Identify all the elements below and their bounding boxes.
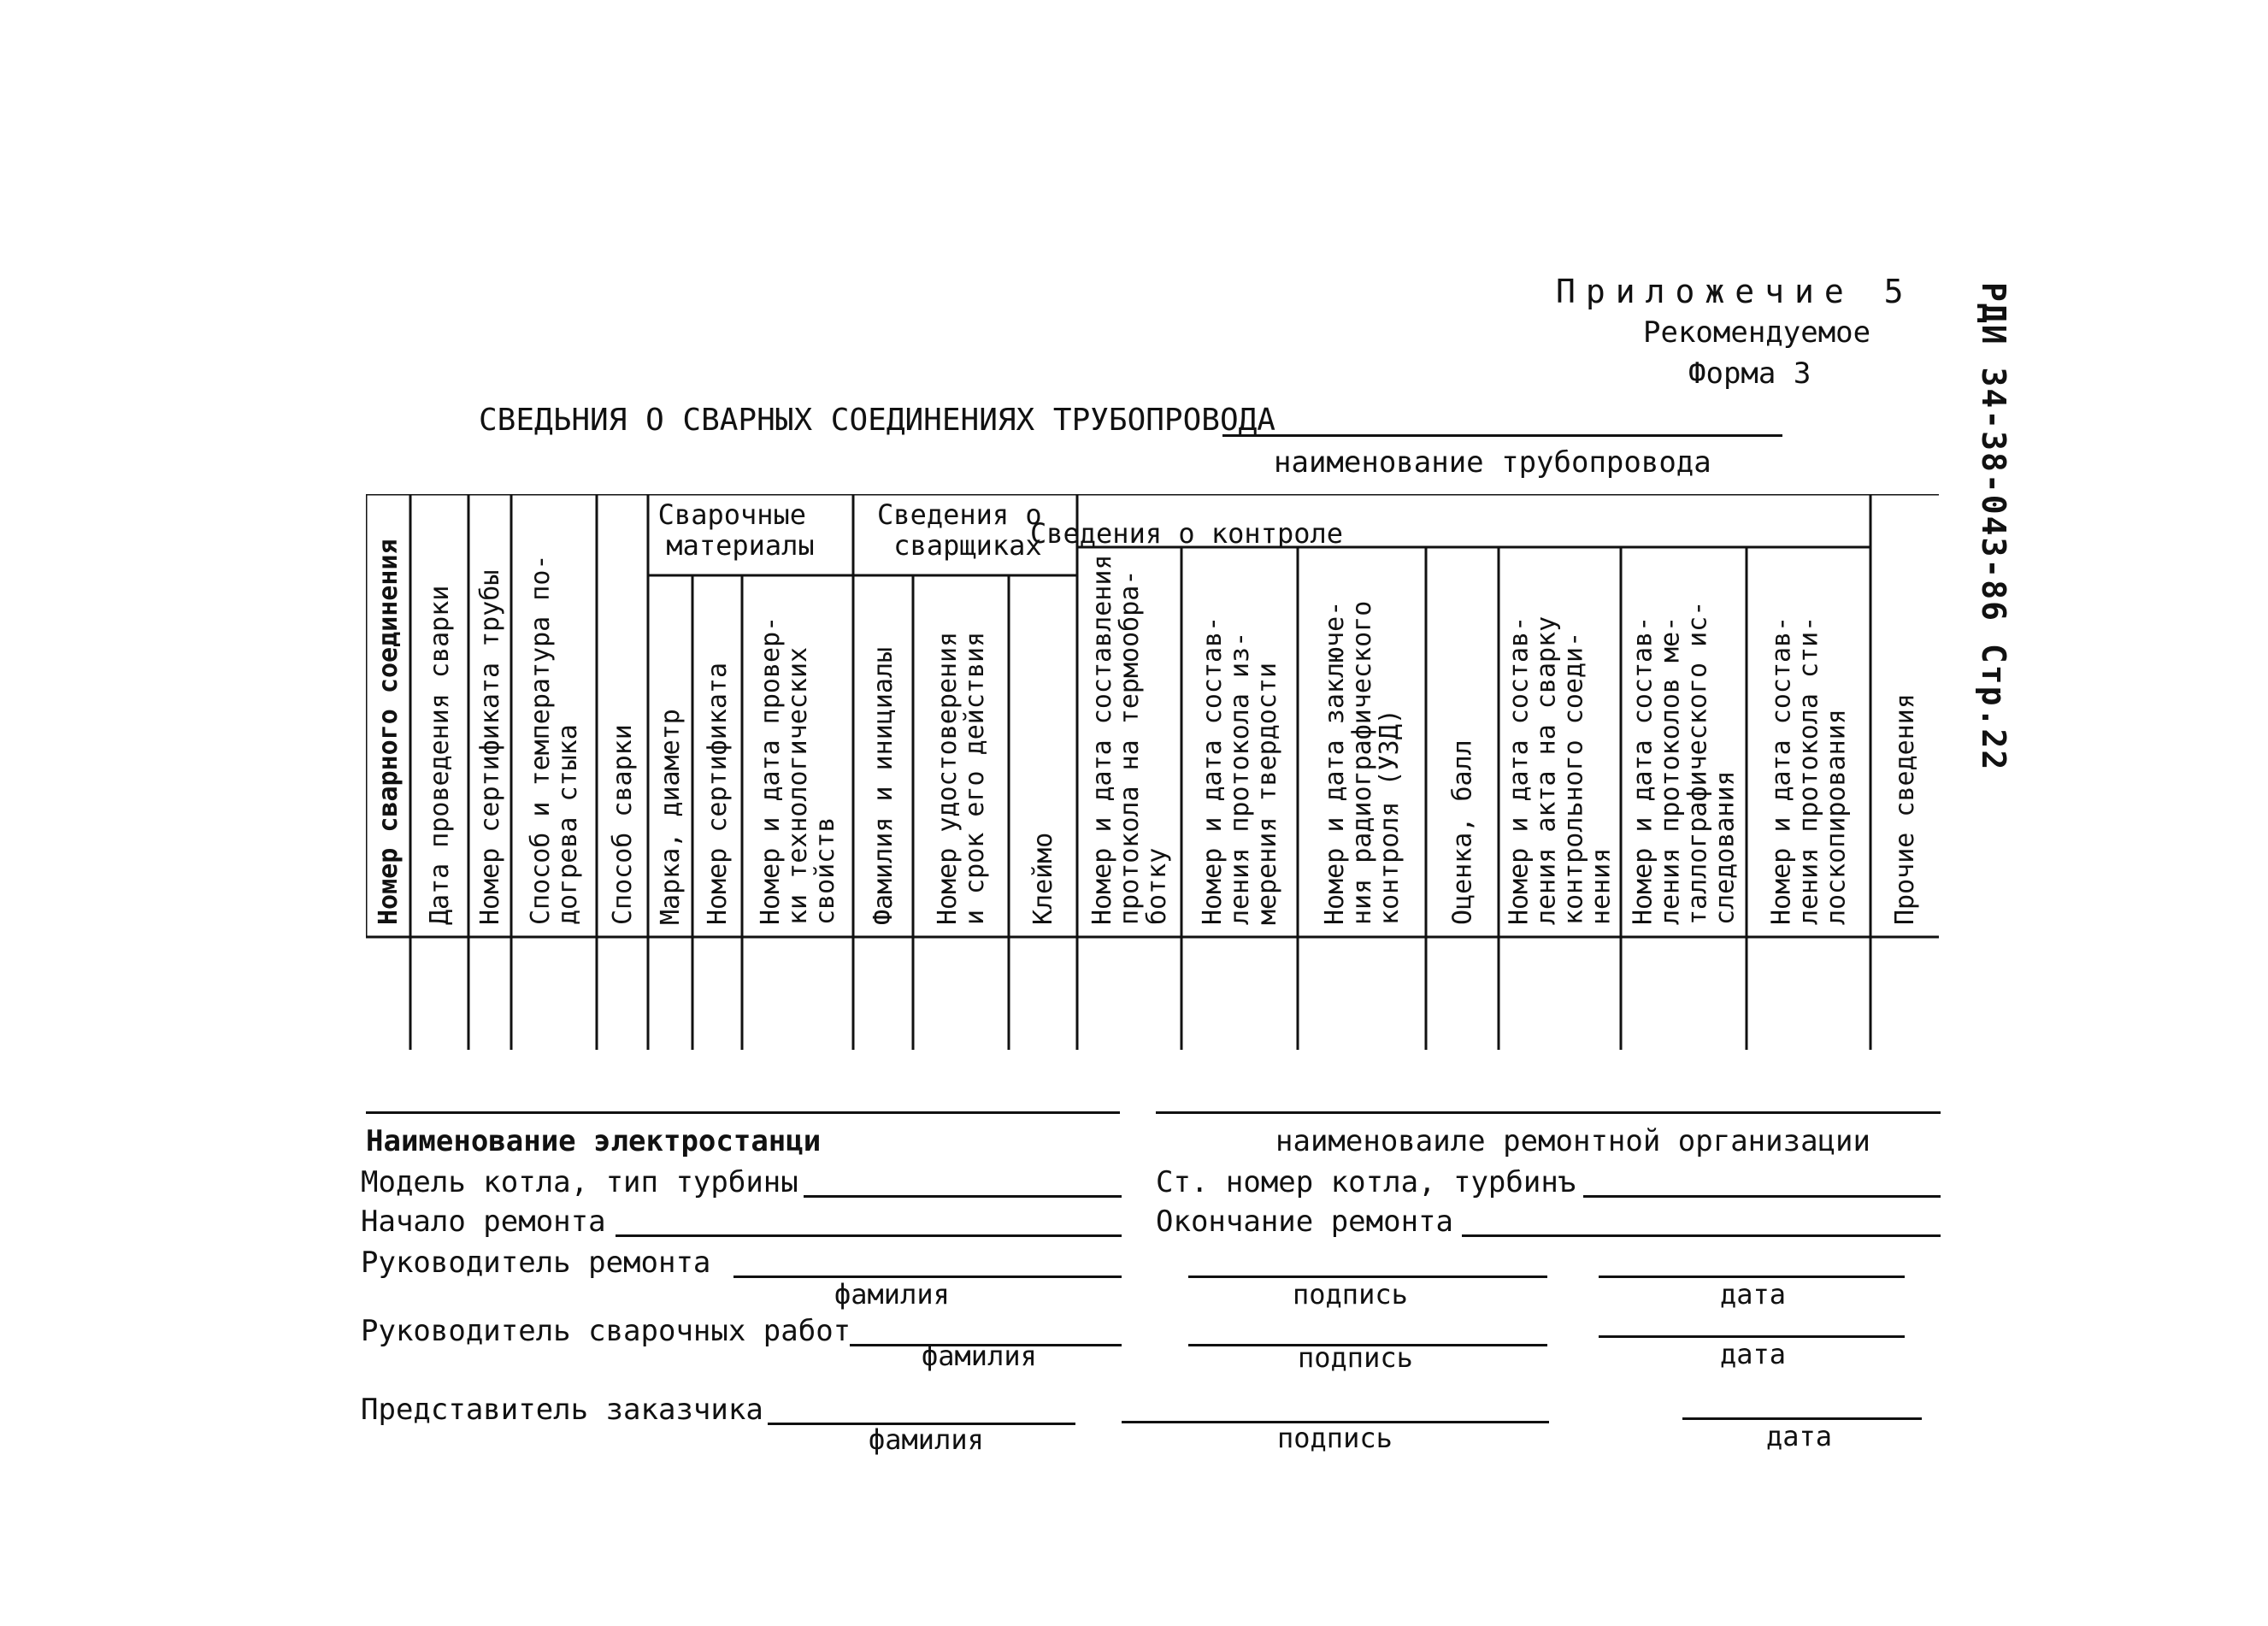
repair-manager-signature-caption: подпись: [1293, 1278, 1408, 1311]
welding-manager-date-caption: дата: [1720, 1338, 1787, 1370]
repair-start-label: Начало ремонта: [361, 1205, 606, 1239]
group-header-welding-materials: Сварочные материалы: [657, 498, 815, 562]
repair-end-line[interactable]: [1462, 1234, 1941, 1237]
column-header-2: Дата проведения сварки: [425, 585, 455, 925]
appendix-label: Приложечие 5: [1556, 273, 1914, 310]
column-header-6: Марка, диаметр: [656, 709, 686, 925]
column-header-7: Номер сертификата: [703, 662, 733, 925]
document-code: РДИ 34-38-043-86 Стр.22: [1975, 282, 2012, 772]
boiler-model-line[interactable]: [804, 1195, 1122, 1198]
column-header-8: Номер и дата провер-ки технологическихсвойств: [756, 616, 840, 925]
pipeline-name-line: [1222, 434, 1782, 437]
weld-joints-table: [366, 494, 1939, 1050]
form-title: СВЕДЬНИЯ О СВАРНЫХ СОЕДИНЕНИЯХ ТРУБОПРОВОДА: [479, 403, 1275, 438]
column-header-9: Фамилия и инициалы: [869, 646, 898, 925]
repair-org-caption: наименоваиле ремонтной организации: [1275, 1124, 1870, 1158]
customer-rep-surname-caption: фамилия: [869, 1423, 984, 1456]
boiler-model-label: Модель котла, тип турбины: [361, 1165, 798, 1199]
repair-manager-surname-caption: фамилия: [834, 1278, 950, 1311]
repair-start-line[interactable]: [616, 1234, 1122, 1237]
station-number-label: Ст. номер котла, турбинъ: [1156, 1165, 1576, 1199]
column-header-12: Номер и дата составленияпротокола на термообра-ботку: [1087, 554, 1172, 925]
column-header-5: Способ сварки: [608, 724, 638, 925]
column-header-17: Номер и дата состав-ления протоколов ме-таллографического ис-следования: [1628, 600, 1741, 925]
column-header-3: Номер сертификата трубы: [475, 569, 505, 925]
station-number-line[interactable]: [1583, 1195, 1941, 1198]
column-header-16: Номер и дата состав-ления акта на сваркуконтрольного соеди-нения: [1504, 616, 1617, 925]
column-header-13: Номер и дата состав-ления протокола из-мерения твердости: [1198, 616, 1282, 925]
group-header-welders: Сведения о сварщиках: [877, 498, 1042, 562]
repair-manager-label: Руководитель ремонта: [361, 1246, 711, 1280]
column-header-19: Прочие сведения: [1890, 693, 1920, 925]
column-header-1: Номер сварного соединения: [374, 539, 404, 925]
customer-rep-date-caption: дата: [1766, 1420, 1833, 1452]
repair-end-label: Окончание ремонта: [1156, 1205, 1453, 1239]
column-header-15: Оценка, балл: [1447, 739, 1478, 925]
column-header-11: Клеймо: [1028, 832, 1058, 925]
column-header-18: Номер и дата состав-ления протокола сти-лоскопирования: [1766, 616, 1852, 925]
power-station-line: [366, 1111, 1120, 1114]
power-station-caption: Наименование электростанци: [366, 1124, 822, 1158]
repair-org-line: [1156, 1111, 1941, 1114]
repair-manager-date-caption: дата: [1720, 1278, 1787, 1311]
group-header-control: Сведения о контроле: [1029, 517, 1344, 550]
welding-manager-signature-caption: подпись: [1298, 1341, 1413, 1374]
customer-rep-label: Представитель заказчика: [361, 1393, 763, 1427]
customer-rep-signature-caption: подпись: [1277, 1422, 1393, 1454]
recommended-label: Рекомендуемое: [1643, 315, 1871, 350]
pipeline-name-caption: наименование трубопровода: [1274, 445, 1711, 480]
welding-manager-label: Руководитель сварочных работ: [361, 1314, 851, 1348]
welding-manager-surname-caption: фамилия: [922, 1340, 1037, 1372]
column-header-14: Номер и дата заключе-ния радиографическогоконтроля (УЗД): [1320, 600, 1405, 925]
column-header-10: Номер удостоверенияи срок его действия: [933, 631, 990, 925]
form-number-label: Форма 3: [1688, 356, 1811, 391]
column-header-4: Способ и температура по-догрева стыка: [526, 554, 583, 925]
